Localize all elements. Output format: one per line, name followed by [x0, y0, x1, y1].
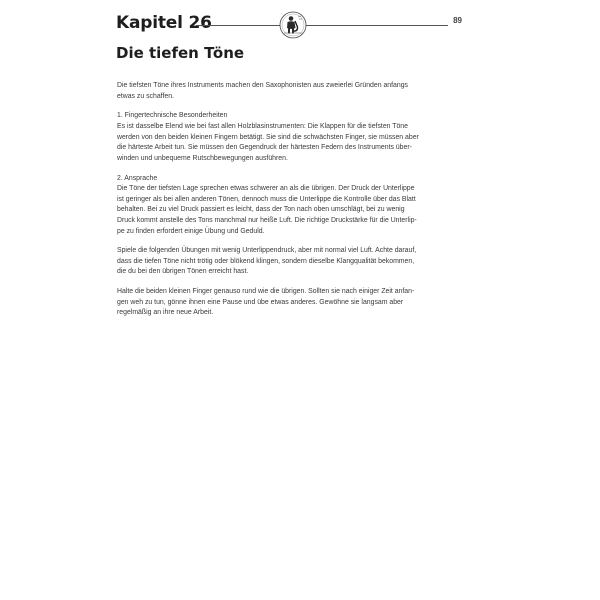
paragraph	[117, 174, 469, 238]
page-header	[116, 9, 462, 39]
text-line: die du bei den übrigen Tönen erreicht hast.	[117, 268, 249, 276]
text-line: behalten. Bei zu viel Druck passiert es leicht, dass der Ton nach oben umschlägt, bei zu wenig	[117, 206, 405, 214]
page-title: Die tiefen Töne	[116, 44, 245, 62]
text-line: Die tiefsten Töne ihres Instruments machen den Saxophonisten aus zweierlei Gründen anfangs	[117, 82, 408, 89]
page-number: 89	[453, 16, 462, 25]
section-heading: 1. Fingertechnische Besonderheiten	[117, 112, 228, 120]
text-line: etwas zu schaffen.	[117, 92, 174, 100]
text-line: Spiele die folgenden Übungen mit wenig Unterlippendruck, aber mit normal viel Luft. Achte darauf,	[117, 247, 417, 255]
text-line: dass die tiefen Töne nicht trötig oder blökend klingen, sondern dieselbe Klangqualität bekommen,	[117, 257, 415, 265]
section-heading: 2. Ansprache	[117, 174, 158, 182]
body-text	[117, 81, 469, 328]
text-line: pe zu finden erfordert einige Übung und Geduld.	[117, 227, 265, 235]
text-line: winden und unbequeme Rutschbewegungen ausführen.	[117, 154, 288, 162]
text-line: regelmäßig an ihre neue Arbeit.	[117, 309, 214, 317]
text-line: Druck kommt anstelle des Tons manchmal nur heiße Luft. Die richtige Druckstärke für die Unterlip-	[117, 216, 417, 224]
paragraph	[117, 81, 469, 102]
text-line: Halte die beiden kleinen Finger genauso rund wie die übrigen. Sollten sie nach einiger Zeit anfan-	[117, 288, 415, 296]
paragraph	[117, 111, 469, 164]
paragraph	[117, 287, 469, 319]
text-line: die härteste Arbeit tun. Sie müssen den Gegendruck der härtesten Federn des Instruments über-	[117, 144, 412, 152]
text-line: gen weh zu tun, gönne ihnen eine Pause und übe etwas anderes. Gewöhne sie langsam aber	[117, 298, 404, 306]
paragraph	[117, 246, 469, 278]
chapter-heading: Kapitel 26	[116, 13, 212, 33]
saxophonist-emblem-icon	[278, 11, 308, 39]
text-line: Die Töne der tiefsten Lage sprechen etwas schwerer an als die übrigen. Der Druck der Unterlippe	[117, 185, 415, 193]
text-line: Es ist dasselbe Elend wie bei fast allen Holzblasinstrumenten: Die Klappen für die tiefsten Töne	[117, 122, 408, 130]
header-rule-right	[316, 25, 448, 26]
text-line: werden von den beiden kleinen Fingern betätigt. Sie sind die schwächsten Finger, sie müssen aber	[117, 133, 419, 141]
text-line: ist geringer als bei allen anderen Tönen, dennoch muss die Unterlippe die Kontrolle über das Blatt	[117, 195, 416, 203]
